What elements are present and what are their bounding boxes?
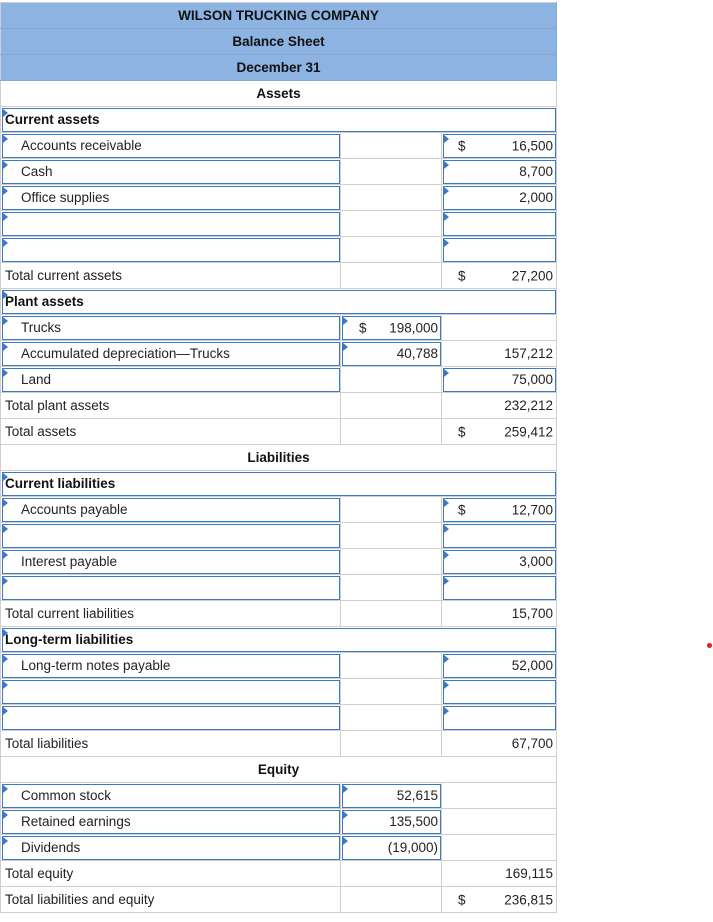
- equity-heading: Equity: [1, 757, 557, 783]
- empty-cell: [341, 861, 442, 887]
- dollar-sign: $: [458, 268, 466, 283]
- total-row: [1, 601, 557, 627]
- empty-cell: [442, 783, 557, 809]
- dollar-sign: $: [458, 892, 466, 907]
- account-label-input[interactable]: [1, 705, 341, 731]
- table-row: [1, 653, 557, 679]
- amount-input[interactable]: 2,000: [442, 185, 557, 211]
- amount-input[interactable]: 8,700: [442, 159, 557, 185]
- amount-value: 27,200: [511, 268, 553, 283]
- account-label-input[interactable]: Accounts payable: [1, 497, 341, 523]
- red-dot-marker: [707, 643, 712, 648]
- empty-cell: [341, 679, 442, 705]
- total-assets-value: [442, 419, 557, 445]
- total-liabilities-label: Total liabilities: [1, 731, 341, 757]
- account-label-input[interactable]: [1, 211, 341, 237]
- table-row: [1, 523, 557, 549]
- empty-cell: [341, 653, 442, 679]
- amount-value: 198,000: [389, 320, 438, 335]
- empty-cell: [341, 237, 442, 263]
- total-row: [1, 263, 557, 289]
- empty-cell: [341, 393, 442, 419]
- amount-input[interactable]: [442, 211, 557, 237]
- empty-cell: [341, 419, 442, 445]
- account-label-input[interactable]: Common stock: [1, 783, 341, 809]
- account-label-input[interactable]: Retained earnings: [1, 809, 341, 835]
- table-row: [1, 679, 557, 705]
- total-liabilities-value: 67,700: [442, 731, 557, 757]
- table-row: [1, 185, 557, 211]
- account-label-input[interactable]: Long-term notes payable: [1, 653, 341, 679]
- amount-value: 16,500: [511, 138, 553, 153]
- empty-cell: [341, 731, 442, 757]
- total-row: [1, 393, 557, 419]
- amount-input[interactable]: [442, 679, 557, 705]
- account-label-input[interactable]: [1, 575, 341, 601]
- amount-input[interactable]: 75,000: [442, 367, 557, 393]
- company-name: WILSON TRUCKING COMPANY: [1, 3, 557, 29]
- empty-cell: [341, 887, 442, 913]
- total-equity-label: Total equity: [1, 861, 341, 887]
- header-row: [1, 29, 557, 55]
- amount-input[interactable]: [442, 133, 557, 159]
- table-row: [1, 705, 557, 731]
- account-label-input[interactable]: Dividends: [1, 835, 341, 861]
- table-row: [1, 107, 557, 133]
- net-trucks-value: 157,212: [442, 341, 557, 367]
- assets-heading: Assets: [1, 81, 557, 107]
- amount-input[interactable]: [442, 575, 557, 601]
- table-row: [1, 237, 557, 263]
- amount-input[interactable]: 40,788: [341, 341, 442, 367]
- account-label-input[interactable]: Trucks: [1, 315, 341, 341]
- statement-title: Balance Sheet: [1, 29, 557, 55]
- account-label-input[interactable]: Cash: [1, 159, 341, 185]
- amount-value: 236,815: [504, 892, 553, 907]
- account-label-input[interactable]: [1, 523, 341, 549]
- total-current-liabilities-value: 15,700: [442, 601, 557, 627]
- amount-input[interactable]: 52,615: [341, 783, 442, 809]
- table-row: [1, 315, 557, 341]
- account-label-input[interactable]: [1, 679, 341, 705]
- plant-assets-heading[interactable]: Plant assets: [1, 289, 557, 315]
- empty-cell: [341, 523, 442, 549]
- table-row: [1, 627, 557, 653]
- total-equity-value: 169,115: [442, 861, 557, 887]
- table-row: [1, 133, 557, 159]
- total-row: [1, 419, 557, 445]
- table-row: [1, 341, 557, 367]
- empty-cell: [442, 809, 557, 835]
- header-row: [1, 3, 557, 29]
- account-label-input[interactable]: Accumulated depreciation—Trucks: [1, 341, 341, 367]
- amount-input[interactable]: [442, 497, 557, 523]
- table-row: [1, 289, 557, 315]
- amount-input[interactable]: 135,500: [341, 809, 442, 835]
- table-row: [1, 783, 557, 809]
- balance-sheet-table: [0, 2, 557, 913]
- total-row: [1, 887, 557, 913]
- amount-input[interactable]: [442, 523, 557, 549]
- amount-value: 259,412: [504, 424, 553, 439]
- empty-cell: [341, 549, 442, 575]
- table-row: [1, 497, 557, 523]
- table-row: [1, 211, 557, 237]
- empty-cell: [341, 263, 442, 289]
- header-row: [1, 55, 557, 81]
- total-current-assets-value: [442, 263, 557, 289]
- statement-date: December 31: [1, 55, 557, 81]
- table-row: [1, 549, 557, 575]
- empty-cell: [341, 497, 442, 523]
- total-row: [1, 731, 557, 757]
- account-label-input[interactable]: Accounts receivable: [1, 133, 341, 159]
- amount-input[interactable]: [442, 705, 557, 731]
- account-label-input[interactable]: Interest payable: [1, 549, 341, 575]
- liabilities-heading: Liabilities: [1, 445, 557, 471]
- amount-value: 12,700: [511, 502, 553, 517]
- empty-cell: [442, 835, 557, 861]
- account-label-input[interactable]: Office supplies: [1, 185, 341, 211]
- total-liab-equity-value: [442, 887, 557, 913]
- current-liabilities-heading[interactable]: Current liabilities: [1, 471, 557, 497]
- account-label-input[interactable]: [1, 237, 341, 263]
- empty-cell: [341, 575, 442, 601]
- amount-input[interactable]: 3,000: [442, 549, 557, 575]
- amount-input[interactable]: (19,000): [341, 835, 442, 861]
- total-plant-assets-value: 232,212: [442, 393, 557, 419]
- dollar-sign: $: [359, 320, 367, 335]
- table-row: [1, 159, 557, 185]
- dollar-sign: $: [458, 138, 466, 153]
- account-label-input[interactable]: Land: [1, 367, 341, 393]
- table-row: [1, 471, 557, 497]
- section-row: [1, 81, 557, 107]
- total-plant-assets-label: Total plant assets: [1, 393, 341, 419]
- section-row: [1, 757, 557, 783]
- current-assets-heading[interactable]: Current assets: [1, 107, 557, 133]
- amount-input[interactable]: [442, 237, 557, 263]
- total-current-liabilities-label: Total current liabilities: [1, 601, 341, 627]
- total-assets-label: Total assets: [1, 419, 341, 445]
- empty-cell: [341, 185, 442, 211]
- total-liab-equity-label: Total liabilities and equity: [1, 887, 341, 913]
- table-row: [1, 367, 557, 393]
- long-term-liabilities-heading[interactable]: Long-term liabilities: [1, 627, 557, 653]
- table-row: [1, 835, 557, 861]
- table-row: [1, 575, 557, 601]
- total-current-assets-label: Total current assets: [1, 263, 341, 289]
- dollar-sign: $: [458, 424, 466, 439]
- empty-cell: [341, 133, 442, 159]
- empty-cell: [341, 601, 442, 627]
- empty-cell: [341, 705, 442, 731]
- section-row: [1, 445, 557, 471]
- empty-cell: [341, 159, 442, 185]
- amount-input[interactable]: [341, 315, 442, 341]
- empty-cell: [341, 211, 442, 237]
- amount-input[interactable]: 52,000: [442, 653, 557, 679]
- dollar-sign: $: [458, 502, 466, 517]
- total-row: [1, 861, 557, 887]
- table-row: [1, 809, 557, 835]
- empty-cell: [442, 315, 557, 341]
- empty-cell: [341, 367, 442, 393]
